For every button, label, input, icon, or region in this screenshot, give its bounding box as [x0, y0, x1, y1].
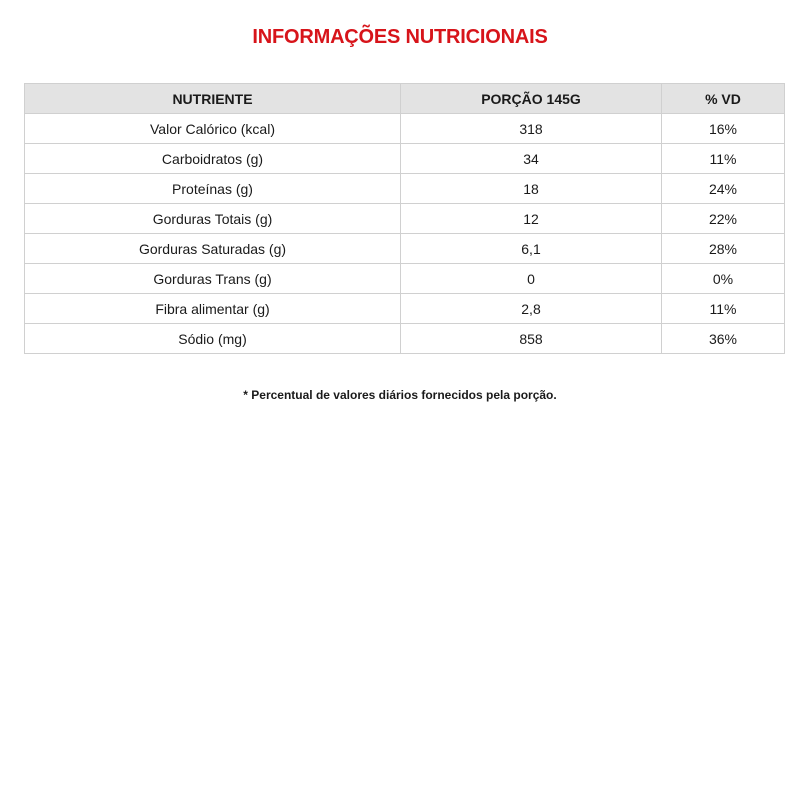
daily-value-percent: 28%: [662, 234, 785, 264]
daily-value-percent: 16%: [662, 114, 785, 144]
table-row: [25, 174, 785, 204]
daily-value-percent: 11%: [662, 294, 785, 324]
nutrient-name: Valor Calórico (kcal): [25, 114, 401, 144]
daily-value-percent: 22%: [662, 204, 785, 234]
portion-value: 858: [401, 324, 662, 354]
page-title: INFORMAÇÕES NUTRICIONAIS: [252, 26, 548, 48]
nutrient-name: Gorduras Trans (g): [25, 264, 401, 294]
nutrient-name: Carboidratos (g): [25, 144, 401, 174]
table-row: [25, 144, 785, 174]
nutrition-table: [24, 83, 785, 354]
nutrient-name: Sódio (mg): [25, 324, 401, 354]
nutrient-name: Fibra alimentar (g): [25, 294, 401, 324]
portion-value: 34: [401, 144, 662, 174]
nutrient-name: Gorduras Totais (g): [25, 204, 401, 234]
table-row: [25, 234, 785, 264]
portion-value: 12: [401, 204, 662, 234]
portion-value: 0: [401, 264, 662, 294]
portion-value: 6,1: [401, 234, 662, 264]
nutrient-name: Proteínas (g): [25, 174, 401, 204]
daily-value-percent: 11%: [662, 144, 785, 174]
daily-value-percent: 36%: [662, 324, 785, 354]
table-row: [25, 204, 785, 234]
daily-value-percent: 0%: [662, 264, 785, 294]
table-row: [25, 324, 785, 354]
table-row: [25, 264, 785, 294]
table-row: [25, 294, 785, 324]
footnote: * Percentual de valores diários fornecidos pela porção.: [243, 388, 557, 402]
table-row: [25, 114, 785, 144]
header-portion: PORÇÃO 145G: [401, 84, 662, 114]
table-header-row: [25, 84, 785, 114]
portion-value: 318: [401, 114, 662, 144]
daily-value-percent: 24%: [662, 174, 785, 204]
portion-value: 18: [401, 174, 662, 204]
nutrient-name: Gorduras Saturadas (g): [25, 234, 401, 264]
header-nutrient: NUTRIENTE: [25, 84, 401, 114]
header-daily-value: % VD: [662, 84, 785, 114]
portion-value: 2,8: [401, 294, 662, 324]
